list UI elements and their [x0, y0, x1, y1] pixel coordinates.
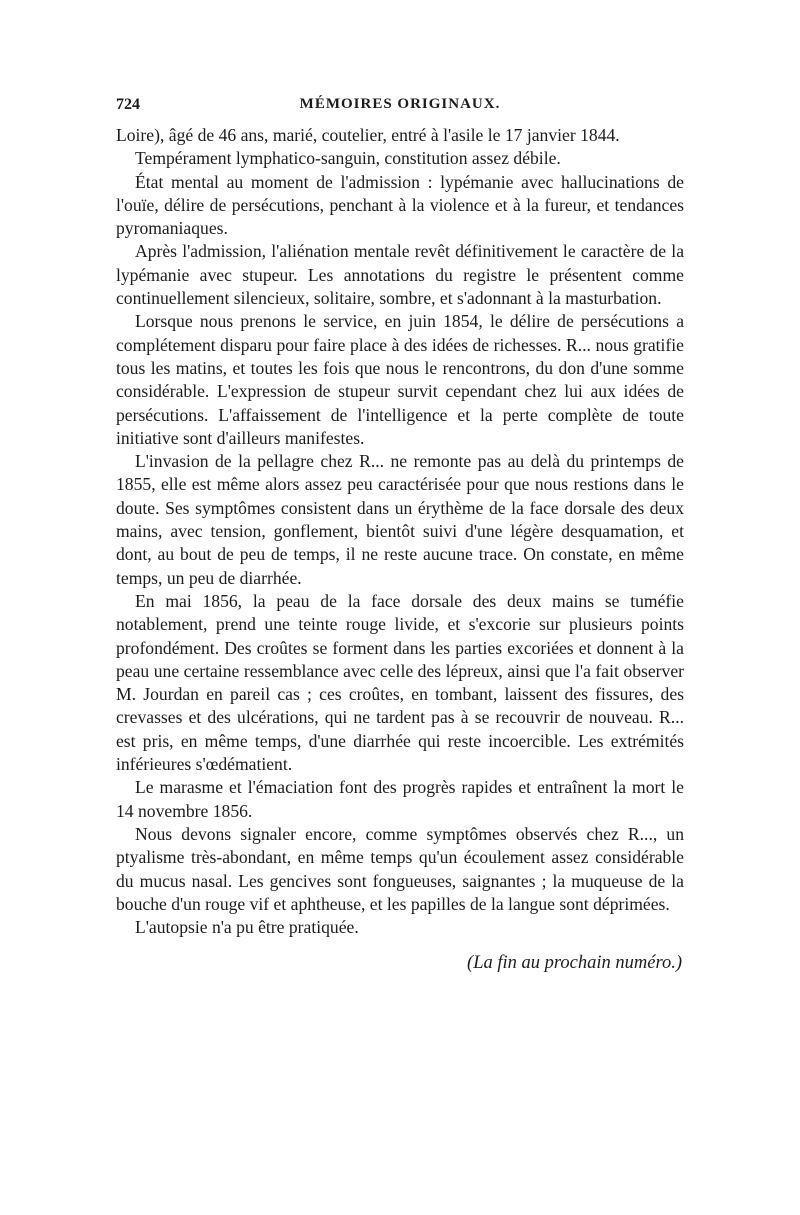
- running-title: MÉMOIRES ORIGINAUX.: [299, 96, 501, 112]
- paragraph-7: En mai 1856, la peau de la face dorsale des deux mains se tuméfie notablement, prend une teinte rouge livide, et s'excorie sur plusieurs points profondément. Des croûtes se forment dans les parties excoriées et donnent à la peau une certaine ressemblance avec celle des lépreux, ainsi que l'a fait observer M. Jourdan en pareil cas ; ces croûtes, en tombant, laissent des fissures, des crevasses et des ulcérations, qui ne tardent pas à se recouvrir de nouveau. R... est pris, en même temps, d'une diarrhée qui reste incoercible. Les extrémités inférieures s'œdématient.: [116, 590, 684, 775]
- page: [116, 96, 684, 974]
- paragraph-1: Loire), âgé de 46 ans, marié, coutelier, entré à l'asile le 17 janvier 1844.: [116, 125, 620, 145]
- paragraph-6: L'invasion de la pellagre chez R... ne remonte pas au delà du printemps de 1855, elle est même alors assez peu caractérisée pour que nous restions dans le doute. Ses symptômes consistent dans un érythème de la face dorsale des deux mains, avec tension, gonflement, bientôt suivi d'une légère desquamation, et dont, au bout de peu de temps, il ne reste aucune trace. On constate, en même temps, un peu de diarrhée.: [116, 451, 684, 588]
- closing-note: (La fin au prochain numéro.): [467, 953, 682, 974]
- paragraph-2: Tempérament lymphatico-sanguin, constitution assez débile.: [135, 148, 561, 169]
- paragraph-3: État mental au moment de l'admission : lypémanie avec hallucinations de l'ouïe, délire de persécutions, penchant à la violence et à la fureur, et tendances pyromaniaques.: [116, 171, 684, 239]
- paragraph-9: Nous devons signaler encore, comme symptômes observés chez R..., un ptyalisme très-abondant, en même temps qu'un écoulement assez considérable du mucus nasal. Les gencives sont fongueuses, saignantes ; la muqueuse de la bouche d'un rouge vif et aphtheuse, et les papilles de la langue sont déprimées.: [116, 823, 684, 914]
- page-number: 724: [116, 96, 140, 113]
- paragraph-10: L'autopsie n'a pu être pratiquée.: [135, 917, 359, 938]
- body-text: [116, 124, 684, 939]
- paragraph-8: Le marasme et l'émaciation font des progrès rapides et entraînent la mort le 14 novembre 1856.: [116, 777, 684, 821]
- paragraph-4: Après l'admission, l'aliénation mentale revêt définitivement le caractère de la lypémanie avec stupeur. Les annotations du registre le présentent comme continuellement silencieux, solitaire, sombre, et s'adonnant à la masturbation.: [116, 241, 684, 309]
- paragraph-5: Lorsque nous prenons le service, en juin 1854, le délire de persécutions a complétement disparu pour faire place à des idées de richesses. R... nous gratifie tous les matins, et toutes les fois que nous le rencontrons, du don d'une somme considérable. L'expression de stupeur survit cependant chez lui aux idées de persécutions. L'affaissement de l'intelligence et la perte complète de toute initiative sont d'ailleurs manifestes.: [116, 311, 684, 448]
- running-head: [116, 96, 684, 124]
